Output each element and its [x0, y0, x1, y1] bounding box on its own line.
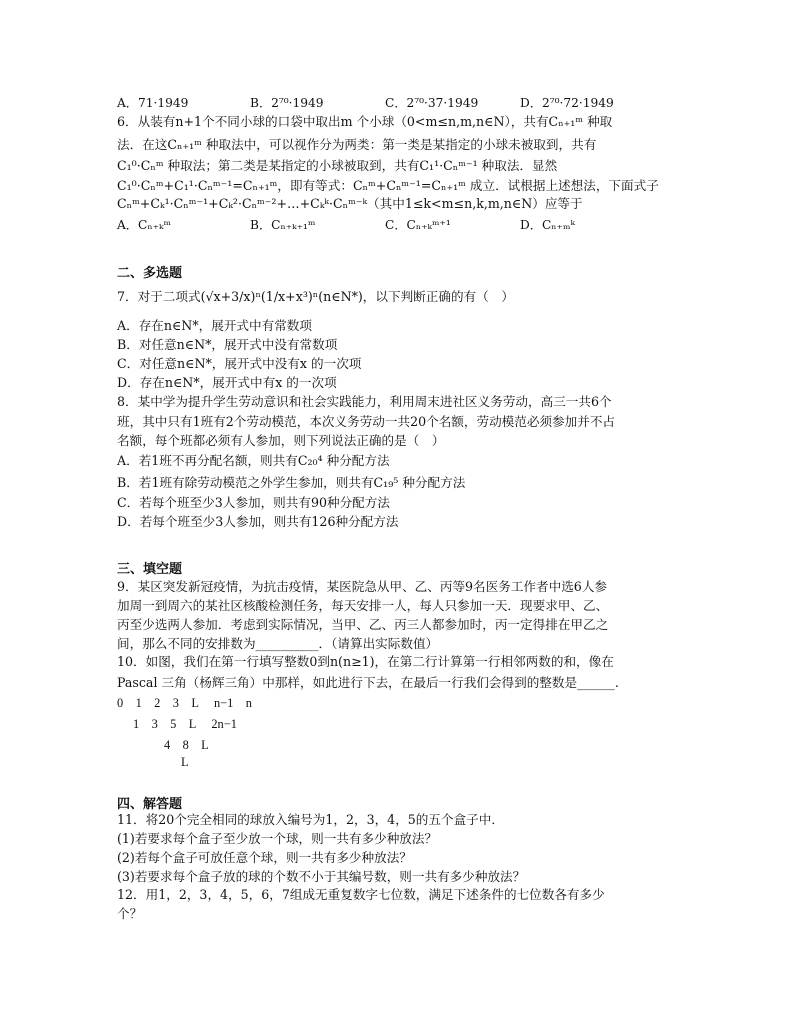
q8-line-2: 班，其中只有1班有2个劳动模范，本次义务劳动一共20个名额，劳动模范必须参加并不占 — [117, 414, 616, 429]
q6-line-4: C₁⁰·Cₙᵐ+C₁¹·Cₙᵐ⁻¹=Cₙ₊₁ᵐ，即有等式：Cₙᵐ+Cₙᵐ⁻¹=Cₙ₊₁ᵐ 成立．试根据上述想法，下面式子 — [117, 178, 659, 193]
q8-option-c: C．若每个班至少3人参加，则共有90种分配方法 — [117, 495, 390, 510]
q6-line-3: C₁⁰·Cₙᵐ 种取法；第二类是某指定的小球被取到，共有C₁¹·Cₙᵐ⁻¹ 种取法．显然 — [117, 158, 558, 173]
q7-option-d: D．存在n∈N*，展开式中有x 的一次项 — [117, 375, 337, 390]
section-heading-fill-in: 三、填空题 — [117, 562, 183, 577]
q11-part-3: (3)若要求每个盒子放的球的个数不小于其编号数，则一共有多少种放法？ — [117, 869, 526, 884]
q6-option-a: A．Cₙ₊ₖᵐ — [117, 218, 171, 232]
q9-line-3: 丙至少选两人参加．考虑到实际情况，当甲、乙、丙三人都参加时，丙一定得排在甲乙之 — [117, 617, 609, 632]
triangle-row-4: L — [181, 755, 189, 769]
q7-option-c: C．对任意n∈N*，展开式中没有x 的一次项 — [117, 356, 362, 371]
q6-line-5: Cₙᵐ+Cₖ¹·Cₙᵐ⁻¹+Cₖ²·Cₙᵐ⁻²+…+Cₖᵏ·Cₙᵐ⁻ᵏ（其中1≤k<m≤n,k,m,n∈N）应等于 — [117, 196, 583, 211]
section-heading-solutions: 四、解答题 — [117, 797, 183, 812]
q5-option-b: B．2⁷⁰·1949 — [250, 96, 324, 110]
q6-line-1: 6．从装有n+1个不同小球的口袋中取出m 个小球（0<m≤n,m,n∈N），共有Cₙ₊₁ᵐ 种取 — [117, 114, 613, 129]
q6-option-c: C．Cₙ₊ₖᵐ⁺¹ — [385, 218, 451, 232]
q8-line-1: 8．某中学为提升学生劳动意识和社会实践能力，利用周末进社区义务劳动，高三一共6个 — [117, 394, 612, 409]
q6-line-2: 法．在这Cₙ₊₁ᵐ 种取法中，可以视作分为两类：第一类是某指定的小球未被取到，共有 — [117, 137, 597, 152]
q5-option-c: C．2⁷⁰·37·1949 — [385, 96, 479, 110]
section-heading-multiple-choice: 二、多选题 — [117, 266, 183, 281]
triangle-row-3: 4 8 L — [164, 738, 209, 752]
q7-option-a: A．存在n∈N*，展开式中有常数项 — [117, 318, 312, 333]
q6-option-d: D．Cₙ₊ₘᵏ — [520, 218, 575, 232]
q8-option-d: D．若每个班至少3人参加，则共有126种分配方法 — [117, 514, 399, 529]
triangle-row-1: 0 1 2 3 L n−1 n — [117, 696, 252, 710]
q9-line-1: 9．某区突发新冠疫情，为抗击疫情，某医院急从甲、乙、丙等9名医务工作者中选6人参 — [117, 579, 608, 594]
q6-option-b: B．Cₙ₊ₖ₊₁ᵐ — [250, 218, 316, 232]
q12-line-2: 个？ — [117, 906, 143, 921]
q8-option-a: A．若1班不再分配名额，则共有C₂₀⁴ 种分配方法 — [117, 453, 390, 468]
q8-line-3: 名额，每个班都必须有人参加，则下列说法正确的是（ ） — [117, 433, 445, 448]
q11-part-1: (1)若要求每个盒子至少放一个球，则一共有多少种放法？ — [117, 831, 438, 846]
q8-option-b: B．若1班有除劳动模范之外学生参加，则共有C₁₉⁵ 种分配方法 — [117, 475, 466, 490]
q5-option-a: A．71·1949 — [117, 96, 189, 110]
q10-line-1: 10．如图，我们在第一行填写整数0到n(n≥1)，在第二行计算第一行相邻两数的和，像在 — [117, 654, 614, 669]
q10-line-2: Pascal 三角（杨辉三角）中那样，如此进行下去，在最后一行我们会得到的整数是______. — [117, 675, 619, 690]
q7-option-b: B．对任意n∈N*，展开式中没有常数项 — [117, 337, 338, 352]
q12-line-1: 12．用1，2，3，4，5，6，7组成无重复数字七位数，满足下述条件的七位数各有多少 — [117, 887, 605, 902]
q11-line-1: 11．将20个完全相同的球放入编号为1，2，3，4，5的五个盒子中． — [117, 812, 504, 827]
q9-line-2: 加周一到周六的某社区核酸检测任务，每天安排一人，每人只参加一天．现要求甲、乙、 — [117, 598, 609, 613]
triangle-row-2: 1 3 5 L 2n−1 — [133, 717, 237, 731]
q7-stem: 7．对于二项式(√x+3/x)ⁿ(1/x+x³)ⁿ(n∈N*)，以下判断正确的有（ ） — [117, 289, 514, 304]
q5-option-d: D．2⁷⁰·72·1949 — [520, 96, 614, 110]
q9-line-4: 间，那么不同的安排数为__________．（请算出实际数值） — [117, 636, 439, 651]
q11-part-2: (2)若每个盒子可放任意个球，则一共有多少种放法？ — [117, 850, 412, 865]
